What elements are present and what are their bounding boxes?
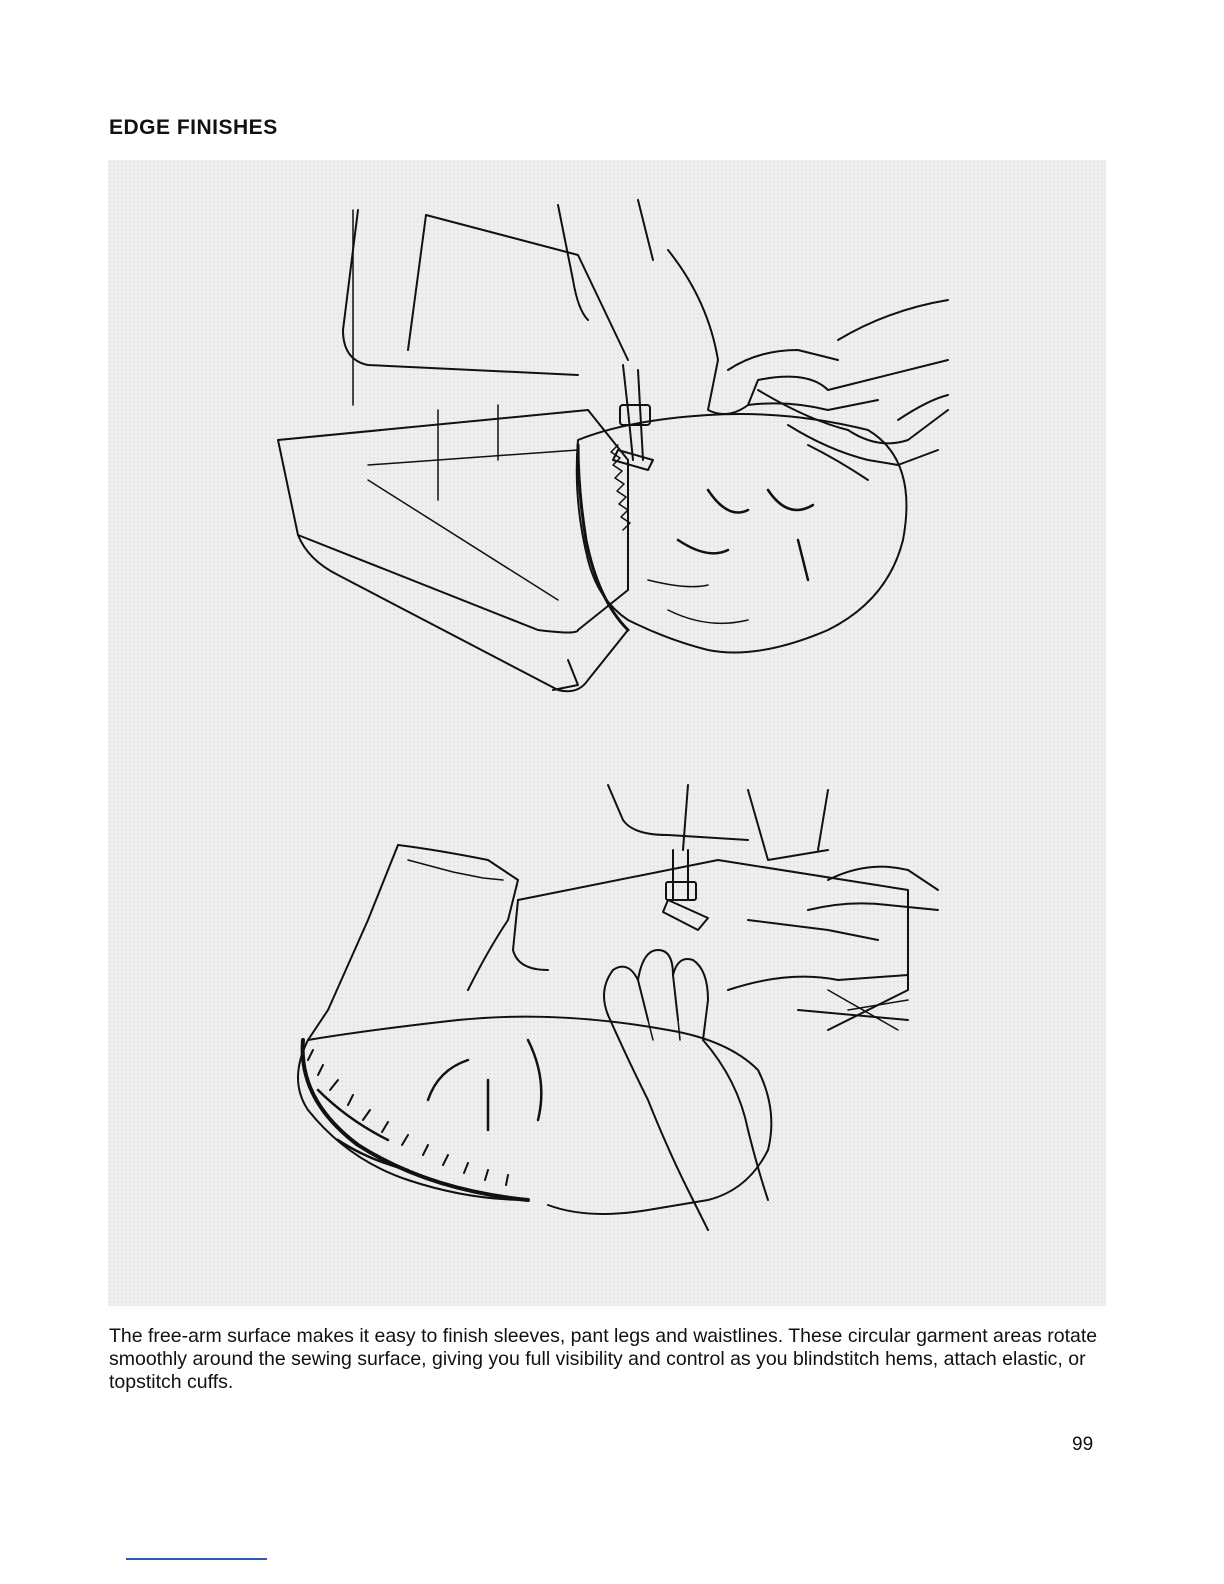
sleeve-on-free-arm-illustration: [278, 200, 948, 691]
page-number: 99: [1072, 1434, 1094, 1455]
footer-rule: [126, 1558, 267, 1560]
illustration-panel: [108, 160, 1106, 1306]
page-heading: EDGE FINISHES: [109, 116, 278, 139]
pant-leg-on-free-arm-illustration: [298, 785, 938, 1230]
body-paragraph: The free-arm surface makes it easy to finish sleeves, pant legs and waistlines. These circular garment areas rotate smoothly around the sewing surface, giving you full visibility and control as you blindstitch hems, attach elastic, or topstitch cuffs.: [109, 1325, 1098, 1393]
